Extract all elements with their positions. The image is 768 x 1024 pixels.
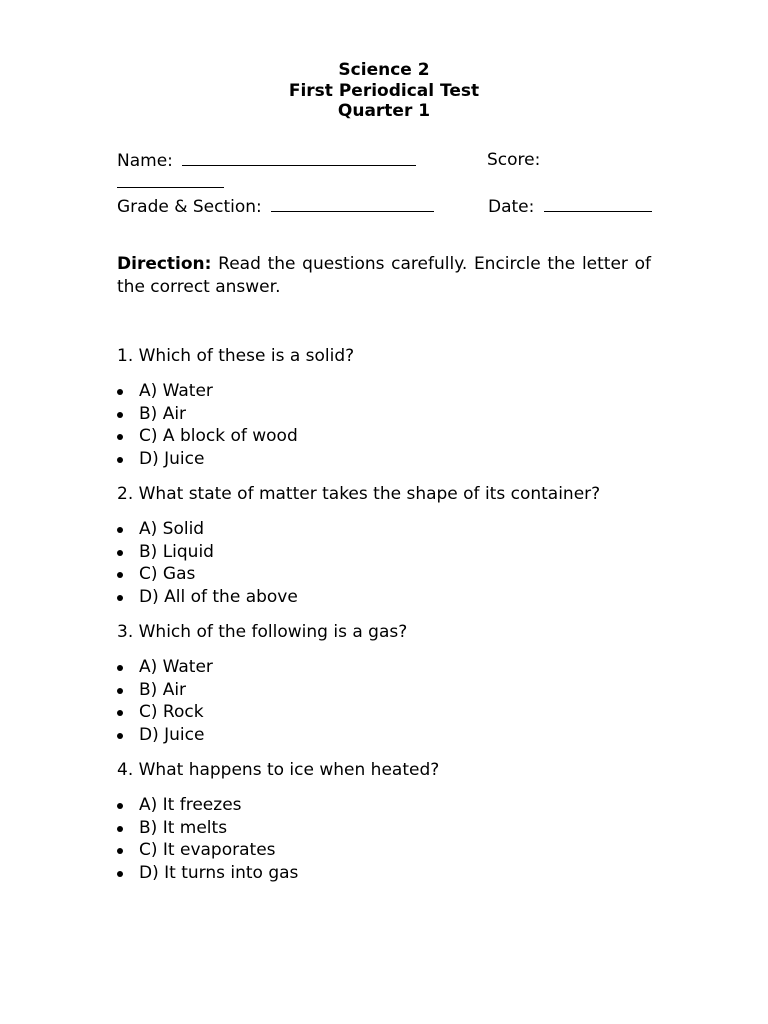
score-field: [487, 150, 540, 170]
option-label: C) Rock: [139, 702, 204, 723]
question-1-options: [117, 380, 298, 471]
option-a[interactable]: [117, 794, 298, 817]
question-4: 4. What happens to ice when heated?: [117, 760, 440, 780]
option-label: B) Liquid: [139, 541, 214, 562]
option-label: B) Air: [139, 403, 187, 424]
question-2: 2. What state of matter takes the shape of its container?: [117, 484, 601, 504]
score-blank-row: [117, 172, 224, 193]
option-a[interactable]: [117, 518, 298, 541]
option-c[interactable]: [117, 839, 298, 862]
date-field: [488, 196, 652, 217]
name-label: Name:: [117, 151, 173, 171]
option-d[interactable]: [117, 448, 298, 471]
bullet-icon: [117, 434, 123, 440]
direction: [117, 253, 651, 299]
bullet-icon: [117, 595, 123, 601]
option-a[interactable]: [117, 656, 213, 679]
bullet-icon: [117, 733, 123, 739]
quarter-title: Quarter 1: [337, 101, 431, 121]
option-d[interactable]: [117, 586, 298, 609]
option-b[interactable]: [117, 679, 213, 702]
grade-section-blank[interactable]: [271, 196, 434, 212]
option-label: D) Juice: [139, 725, 205, 746]
option-a[interactable]: [117, 380, 298, 403]
option-d[interactable]: [117, 862, 298, 885]
option-b[interactable]: [117, 817, 298, 840]
bullet-icon: [117, 871, 123, 877]
name-field: [117, 150, 416, 171]
name-blank[interactable]: [182, 150, 416, 166]
grade-section-field: [117, 196, 434, 217]
option-label: D) Juice: [139, 449, 205, 470]
score-blank[interactable]: [117, 172, 224, 188]
question-4-options: [117, 794, 298, 885]
question-3-options: [117, 656, 213, 747]
question-1: 1. Which of these is a solid?: [117, 346, 355, 366]
bullet-icon: [117, 848, 123, 854]
direction-text: Read the questions carefully. Encircle the letter of the correct answer.: [117, 254, 651, 297]
option-c[interactable]: [117, 563, 298, 586]
bullet-icon: [117, 412, 123, 418]
option-label: B) It melts: [139, 817, 228, 838]
date-label: Date:: [488, 197, 535, 217]
bullet-icon: [117, 803, 123, 809]
bullet-icon: [117, 688, 123, 694]
option-label: A) Solid: [139, 519, 205, 539]
option-label: C) A block of wood: [139, 426, 298, 447]
bullet-icon: [117, 389, 123, 395]
subject-title: Science 2: [338, 60, 430, 80]
score-label: Score:: [487, 150, 541, 170]
grade-section-label: Grade & Section:: [117, 197, 262, 217]
option-d[interactable]: [117, 724, 213, 747]
option-label: C) Gas: [139, 564, 196, 585]
bullet-icon: [117, 550, 123, 556]
date-blank[interactable]: [544, 196, 652, 212]
option-label: A) It freezes: [139, 795, 242, 815]
question-3: 3. Which of the following is a gas?: [117, 622, 408, 642]
bullet-icon: [117, 457, 123, 463]
option-label: B) Air: [139, 679, 187, 700]
direction-label: Direction:: [117, 254, 212, 274]
option-label: A) Water: [139, 657, 213, 677]
question-2-options: [117, 518, 298, 609]
option-label: D) It turns into gas: [139, 863, 299, 884]
bullet-icon: [117, 572, 123, 578]
option-c[interactable]: [117, 701, 213, 724]
bullet-icon: [117, 826, 123, 832]
bullet-icon: [117, 710, 123, 716]
title-block: [0, 60, 768, 122]
option-b[interactable]: [117, 541, 298, 564]
bullet-icon: [117, 527, 123, 533]
option-b[interactable]: [117, 403, 298, 426]
option-label: D) All of the above: [139, 587, 298, 608]
option-label: C) It evaporates: [139, 840, 276, 861]
option-c[interactable]: [117, 425, 298, 448]
test-title: First Periodical Test: [288, 80, 480, 101]
option-label: A) Water: [139, 381, 213, 401]
bullet-icon: [117, 665, 123, 671]
